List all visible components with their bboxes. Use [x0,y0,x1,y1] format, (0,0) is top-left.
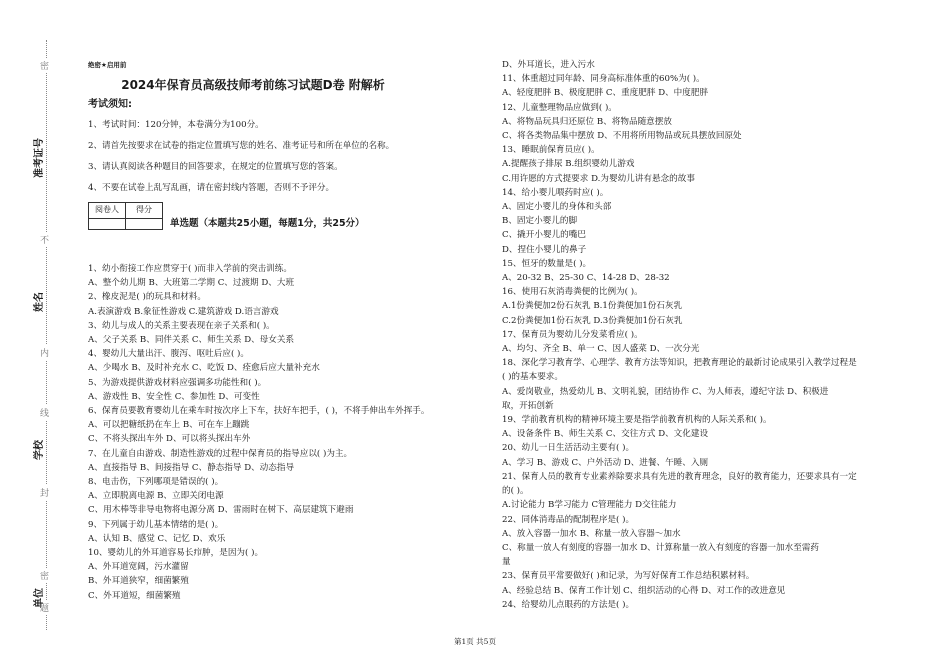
binding-label-exam-number: 准考证号 [34,138,45,178]
question-line: 8、电击伤，下列哪项是错误的( )。 [88,477,224,488]
question-line: A、外耳道宽阔，污水灌留 [88,562,189,573]
question-line: 16、使用石灰消毒粪便的比例为( )。 [502,287,643,298]
question-line: 13、睡眠前保育员应( )。 [502,145,600,156]
question-line: A、经验总结 B、保育工作计划 C、组织活动的心得 D、对工作的改进意见 [502,585,786,596]
question-line: A、游戏性 B、安全性 C、参加性 D、可变性 [88,391,260,402]
seal-char: 内 [40,345,49,360]
question-line: A.1份粪便加2份石灰乳 B.1份粪便加1份石灰乳 [502,301,683,312]
question-line: A.讨论能力 B学习能力 C管理能力 D交往能力 [502,500,677,511]
question-line: C、不将头探出车外 D、可以将头探出车外 [88,434,251,445]
question-line: A、立即脱离电源 B、立即关闭电源 [88,491,224,502]
question-line: A、轻度肥胖 B、极度肥胖 C、重度肥胖 D、中度肥胖 [502,88,709,99]
question-line: 2、橡皮泥是( )的玩具和材料。 [88,292,207,303]
question-line: 14、给小婴儿喂药时应( )。 [502,187,609,198]
question-line: A、均匀、齐全 B、单一 C、因人盛菜 D、一次分光 [502,344,700,355]
seal-char: 线 [40,405,49,420]
question-line: C、将各类物品集中摆放 D、不用将所用物品或玩具摆放回原处 [502,131,742,142]
note-item: 2、请首先按要求在试卷的指定位置填写您的姓名、准考证号和所在单位的名称。 [88,140,395,151]
question-line: A.表演游戏 B.象征性游戏 C.建筑游戏 D.语言游戏 [88,306,279,317]
note-item: 3、请认真阅读各种题目的回答要求，在规定的位置填写您的答案。 [88,162,343,173]
question-line: 3、幼儿与成人的关系主要表现在亲子关系和( )。 [88,320,275,331]
question-line: A、学习 B、游戏 C、户外活动 D、进餐、午睡、入厕 [502,457,709,468]
section-heading: 单选题（本题共25小题，每题1分，共25分） [170,218,365,229]
question-line: A.提醒孩子排尿 B.组织婴幼儿游戏 [502,159,635,170]
question-line: C、称量一放人有刻度的容器一加水 D、计算称量一放入有刻度的容器一加水至需药 [502,542,819,553]
question-line: A、爱岗敬业，热爱幼儿 B、文明礼貌，团结协作 C、为人师表，遵纪守法 D、积极进 [502,386,829,397]
question-line: A、可以把糖纸扔在车上 B、可在车上蹦跳 [88,420,250,431]
question-line: 21、保育人员的教育专业素养除要求具有先进的教育理念，良好的教育能力，还要求具有一定 [502,471,857,482]
score-box-score-label: 得分 [126,203,163,218]
question-line: 23、保育员平常要做好( )和记录，为写好保育工作总结积累材料。 [502,571,755,582]
question-line: A、父子关系 B、同伴关系 C、师生关系 D、母女关系 [88,335,295,346]
question-line: 10、婴幼儿的外耳道容易长疖肿，是因为( )。 [88,548,264,559]
question-line: 6、保育员要教育婴幼儿在乘车时按次序上下车，扶好车把手，( )，不将手伸出车外挥手。 [88,406,430,417]
question-line: 24、给婴幼儿点眼药的方法是( )。 [502,599,635,610]
question-line: A、20-32 B、25-30 C、14-28 D、28-32 [502,273,670,284]
question-line: 19、学前教育机构的精神环境主要是指学前教育机构的人际关系和( )。 [502,415,772,426]
question-line: C.用许愿的方式提要求 D.为婴幼儿讲有悬念的故事 [502,173,695,184]
score-box-grader-label: 阅卷人 [89,203,126,218]
page-footer: 第1页 共5页 [454,637,496,646]
question-line: C、外耳道短，细菌繁殖 [88,590,181,601]
note-item: 1、考试时间：120分钟，本卷满分为100分。 [88,119,264,130]
question-line: 9、下列属于幼儿基本情绪的是( )。 [88,519,224,530]
question-line: A、少喝水 B、及时补充水 C、吃饭 D、痊愈后应大量补充水 [88,363,320,374]
question-line: C、用木棒等非导电物将电源分离 D、雷雨时在树下、高层建筑下避雨 [88,505,354,516]
question-line: 11、体重超过同年龄、同身高标准体重的60%为( )。 [502,74,705,85]
question-line: A、整个幼儿期 B、大班第二学期 C、过渡期 D、大班 [88,278,295,289]
question-line: D、外耳道长，进入污水 [502,60,595,70]
question-line: 5、为游戏提供游戏材料应强调多功能性和( )。 [88,377,267,388]
seal-char: 密 [40,58,49,73]
question-line: B、外耳道狭窄，细菌繁殖 [88,576,189,587]
note-item: 4、不要在试卷上乱写乱画，请在密封线内答题，否则不予评分。 [88,183,335,194]
question-line: 17、保育员为婴幼儿分发菜肴应( )。 [502,329,643,340]
question-line: 12、儿童整理物品应做到( )。 [502,102,617,113]
seal-char: 不 [40,232,49,247]
question-line: 7、在儿童自由游戏、制造性游戏的过程中保育员的指导应以( )为主。 [88,448,353,459]
left-questions [88,262,488,603]
score-box-grader-cell [89,218,126,229]
binding-label-school: 学校 [34,440,45,460]
question-line: C、撬开小婴儿的嘴巴 [502,230,586,241]
binding-margin [0,0,60,671]
question-line: 的( )。 [502,486,529,497]
question-line: 1、幼小衔接工作应贯穿于( )而非入学前的突击训练。 [88,264,292,274]
document-title: 2024年保育员高级技师考前练习试题D卷 附解析 [121,78,385,93]
question-line: 22、同体消毒品的配制程序是( )。 [502,514,635,525]
question-line: C.2份粪便加1份石灰乳 D.3份粪便加1份石灰乳 [502,315,683,326]
question-line: 18、深化学习教育学、心理学、教育方法等知识，把教育理论的最新讨论成果引入教学过程是 [502,358,857,369]
question-line: A、直接指导 B、间接指导 C、静态指导 D、动态指导 [88,462,295,473]
seal-char: 密 [40,568,49,583]
binding-label-unit: 单位 [34,588,45,608]
question-line: A、认知 B、感觉 C、记忆 D、欢乐 [88,533,226,544]
question-line: 20、幼儿一日生活活动主要有( )。 [502,443,635,454]
seal-line [46,40,47,630]
question-line: B、固定小婴儿的脚 [502,216,578,227]
binding-label-name: 姓名 [34,292,45,312]
question-line: A、将物品玩具归还原位 B、将物品随意摆放 [502,116,672,127]
score-box [88,202,163,229]
question-line: 量 [502,557,511,568]
question-line: 15、恒牙的数量是( )。 [502,258,592,269]
score-box-score-cell [126,218,163,229]
question-line: 取，开拓创新 [502,400,554,411]
right-questions [502,58,912,612]
seal-char: 题 [40,600,49,615]
question-line: A、放入容器一加水 B、称量一放入容器～加水 [502,528,681,539]
question-line: A、设备条件 B、师生关系 C、交往方式 D、文化建设 [502,429,709,440]
question-line: D、捏住小婴儿的鼻子 [502,244,587,255]
question-line: 4、婴幼儿大量出汗、腹泻、呕吐后应( )。 [88,349,249,360]
notes-heading: 考试须知: [88,99,132,111]
seal-char: 封 [40,485,49,500]
question-line: ( )的基本要求。 [502,372,563,383]
confidential-mark: 绝密★启用前 [88,61,127,69]
left-column [88,58,478,230]
question-line: A、固定小婴儿的身体和头部 [502,202,612,213]
